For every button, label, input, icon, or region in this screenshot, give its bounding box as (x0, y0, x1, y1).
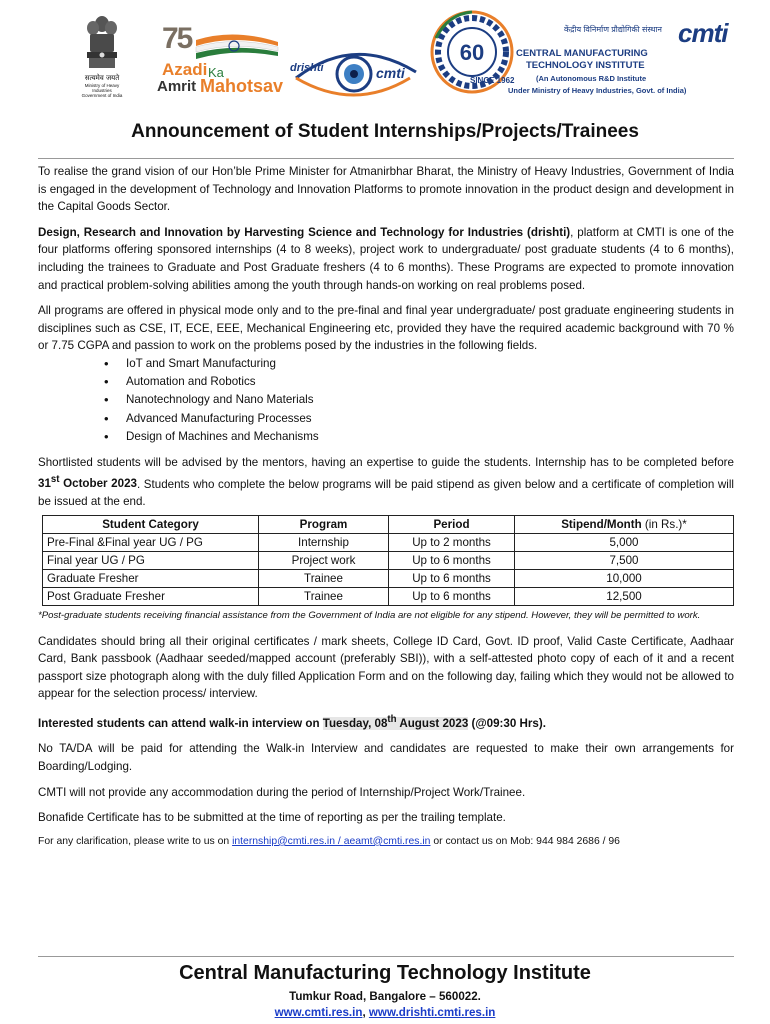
ta-da-paragraph: No TA/DA will be paid for attending the Walk-in Interview and candidates are requested to make their own arrangements for Boarding/Lodging. (38, 742, 734, 774)
list-item: • Design of Machines and Mechanisms (98, 428, 734, 446)
table-header-row (43, 515, 734, 533)
bonafide-paragraph: Bonafide Certificate has to be submitted at the time of reporting as per the trailing template. (38, 811, 506, 825)
table-cell: Final year UG / PG (43, 551, 259, 569)
table-cell: Up to 6 months (389, 569, 515, 587)
table-cell: 5,000 (515, 533, 734, 551)
footer-divider (38, 956, 734, 957)
accommodation-paragraph: CMTI will not provide any accommodation during the period of Internship/Project Work/Trainee. (38, 785, 526, 799)
drishti-paragraph-text: , platform at CMTI is one of the four platforms offering sponsored internships (4 to 8 weeks), project work to undergraduate/ post graduate students (4 to 6 months), including the trainees to Graduate and Post Graduate freshers (4 to 6 months). These Programs are expected to promote innovation and practical problem-solving abilities among the youth through hands-on working on real problems posed. (38, 225, 734, 292)
cmti-since-label: SINCE 1962 (470, 76, 515, 85)
list-item: • IoT and Smart Manufacturing (98, 355, 734, 373)
deadline-day-suffix: st (50, 474, 60, 486)
table-cell: Trainee (259, 587, 389, 605)
table-row (43, 587, 734, 605)
azadi-word-ka: Ka (208, 65, 224, 80)
contact-text-b: or contact us on Mob: 944 984 2686 / 96 (430, 835, 620, 847)
table-cell: Trainee (259, 569, 389, 587)
period-header-text: Period (433, 517, 470, 531)
eligibility-paragraph: All programs are offered in physical mode only and to the pre-final and final year undergraduate/ post graduate engineering students in disciplines such as CSE, IT, ECE, EEE, Mechanical Engineering etc, provided they have the required academic background with 70 % or 7.75 CGPA and passion to work on the problems posed by the industries in the following fields. (38, 304, 734, 353)
cmti-name-line3: (An Autonomous R&D Institute (536, 74, 647, 83)
azadi-word-amrit: Amrit (157, 78, 197, 95)
table-row (43, 533, 734, 551)
stipend-table (42, 515, 734, 606)
interview-paragraph (38, 711, 734, 732)
title-divider (38, 158, 734, 159)
website-separator: , (362, 1006, 369, 1019)
table-cell: Up to 6 months (389, 587, 515, 605)
column-header-program: Program (259, 515, 389, 533)
completion-paragraph (38, 454, 734, 511)
announcement-body (38, 163, 734, 850)
table-cell: Up to 6 months (389, 551, 515, 569)
completion-text-b: . Students who complete the below programs will be paid stipend as given below and a certificate of completion will be issued at the end. (38, 477, 735, 508)
footer-websites (0, 1006, 770, 1019)
table-cell: Internship (259, 533, 389, 551)
table-row (43, 569, 734, 587)
list-item: • Advanced Manufacturing Processes (98, 410, 734, 428)
drishti-wordmark: drishti (290, 62, 324, 74)
emblem-caption-govt: Government of India (81, 93, 123, 98)
aeamt-email-link[interactable]: aeamt@cmti.res.in (343, 835, 431, 847)
drishti-platform-name: Design, Research and Innovation by Harvesting Science and Technology for Industries (drishti) (38, 225, 571, 239)
cmti-logo (428, 8, 738, 98)
deadline-month: October 2023 (59, 477, 137, 491)
national-emblem-logo (78, 10, 126, 102)
emblem-caption-ministry: Ministry of Heavy Industries (84, 83, 120, 93)
table-cell: 7,500 (515, 551, 734, 569)
intro-paragraph: To realise the grand vision of our Hon’ble Prime Minister for Atmanirbhar Bharat, the Ministry of Heavy Industries, Government of India is engaged in the development of Technology and Innovation Platforms to promote innovation in the product design and development in the Capital Goods Sector. (38, 165, 734, 214)
table-cell: 10,000 (515, 569, 734, 587)
interview-month: August 2023 (396, 716, 469, 730)
page-title: Announcement of Student Internships/Projects/Trainees (131, 121, 639, 142)
lion-capital-icon (82, 10, 122, 72)
table-cell: Project work (259, 551, 389, 569)
cmti-wordmark: cmti (678, 18, 728, 48)
table-cell: Up to 2 months (389, 533, 515, 551)
interview-day: Tuesday, 08 (322, 716, 388, 730)
list-item: • Automation and Robotics (98, 373, 734, 391)
svg-text:cmti: cmti (376, 65, 405, 81)
completion-text-a: Shortlisted students will be advised by the mentors, having an expertise to guide the students. Internship has to be completed before (38, 455, 734, 469)
deadline-date (38, 474, 137, 491)
internship-email-link[interactable]: internship@cmti.res.in (232, 835, 336, 847)
table-cell: Graduate Fresher (43, 569, 259, 587)
azadi-number: 75 (162, 22, 192, 55)
stipend-footnote: *Post-graduate students receiving financial assistance from the Government of India are not eligible for any stipend. However, they will be permitted to work. (38, 609, 701, 621)
contact-paragraph (38, 833, 734, 851)
azadi-word-azadi: Azadi (162, 60, 208, 79)
fields-list (98, 355, 734, 446)
interview-time: (@09:30 Hrs). (468, 716, 546, 730)
column-header-stipend (515, 515, 734, 533)
stipend-header-unit: (in Rs.)* (641, 517, 687, 531)
drishti-website-link[interactable]: www.drishti.cmti.res.in (368, 1006, 496, 1019)
column-header-category: Student Category (43, 515, 259, 533)
column-header-period (389, 515, 515, 533)
cmti-name-line2: TECHNOLOGY INSTITUTE (526, 60, 645, 71)
interview-date (322, 713, 469, 730)
table-row (43, 551, 734, 569)
cmti-name-line1: CENTRAL MANUFACTURING (516, 48, 648, 59)
stipend-header-text: Stipend/Month (561, 517, 642, 531)
deadline-day: 31 (38, 477, 51, 491)
emblem-motto: सत्यमेव जयते (84, 74, 120, 82)
cmti-website-link[interactable]: www.cmti.res.in (274, 1006, 363, 1019)
table-cell: Pre-Final &Final year UG / PG (43, 533, 259, 551)
azadi-ka-amrit-mahotsav-logo (157, 22, 284, 100)
documents-paragraph: Candidates should bring all their original certificates / mark sheets, College ID Card, Govt. ID proof, Valid Caste Certificate, Aadhaar Card, Bank passbook (Aadhaar seeded/mapped account (preferably SBI)), with a self-attested photo copy of each of it and a recent passport size photograph along with the duly filled Application Form and on the following day, failing which they would not be allowed to appear for the selection process/ interview. (38, 634, 734, 701)
azadi-word-mahotsav: Mahotsav (200, 76, 284, 96)
table-cell: Post Graduate Fresher (43, 587, 259, 605)
interview-day-suffix: th (387, 713, 397, 725)
cmti-name-line4: Under Ministry of Heavy Industries, Govt. of India) (508, 86, 687, 95)
drishti-logo (290, 38, 425, 108)
interview-text-a: Interested students can attend walk-in interview on (38, 716, 323, 730)
header-logos (0, 0, 770, 110)
drishti-paragraph (38, 224, 734, 294)
table-cell: 12,500 (515, 587, 734, 605)
footer-address: Tumkur Road, Bangalore – 560022. (289, 990, 481, 1003)
svg-text:60: 60 (459, 40, 485, 65)
footer-institute-name: Central Manufacturing Technology Institute (179, 962, 591, 984)
list-item: • Nanotechnology and Nano Materials (98, 391, 734, 409)
email-separator: / (335, 835, 344, 847)
contact-text-a: For any clarification, please write to us on (38, 835, 233, 847)
cmti-hindi-name: केंद्रीय विनिर्माण प्रौद्योगिकी संस्थान (564, 25, 662, 34)
